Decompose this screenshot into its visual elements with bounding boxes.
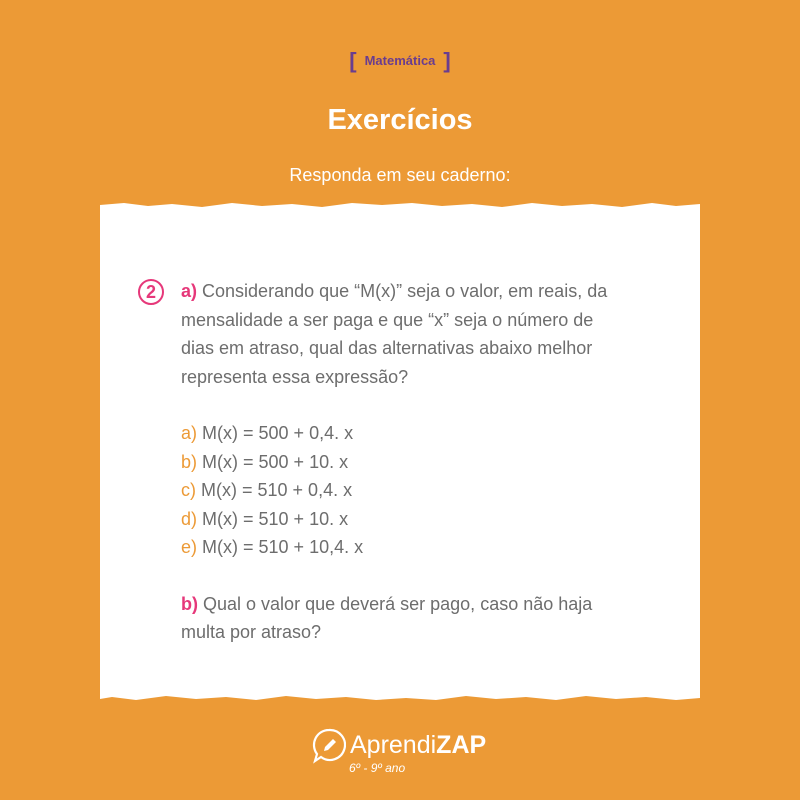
- part-a-line: a) Considerando que “M(x)” seja o valor, em reais, da: [181, 281, 608, 301]
- brand-logo: [312, 728, 502, 778]
- page-title: Exercícios: [327, 104, 473, 136]
- option-label: b): [181, 451, 198, 472]
- part-b-line: b) Qual o valor que deverá ser pago, caso não haja: [181, 593, 593, 614]
- chat-pencil-icon: [312, 728, 346, 764]
- part-a-line: representa essa expressão?: [181, 366, 409, 387]
- option-label: d): [181, 508, 198, 529]
- part-a-line: mensalidade a ser paga e que “x” seja o número de: [181, 309, 594, 330]
- bracket-left: [: [349, 48, 357, 73]
- part-a-label: a): [181, 281, 198, 301]
- grade-label: 6º - 9º ano: [349, 761, 406, 775]
- option-item: [181, 476, 671, 505]
- option-text: M(x) = 500 + 0,4. x: [202, 423, 354, 443]
- part-a-line: dias em atraso, qual das alternativas abaixo melhor: [181, 338, 593, 358]
- option-text: M(x) = 510 + 0,4. x: [201, 480, 353, 500]
- option-label: e): [181, 537, 198, 557]
- question-number-badge: 2: [138, 279, 164, 305]
- part-b-line: multa por atraso?: [181, 622, 322, 642]
- instruction-text: Responda em seu caderno:: [289, 165, 511, 185]
- option-item: [181, 448, 671, 477]
- option-text: M(x) = 500 + 10. x: [202, 451, 349, 472]
- option-label: a): [181, 423, 198, 443]
- bracket-right: ]: [443, 48, 451, 73]
- option-text: M(x) = 510 + 10. x: [202, 508, 349, 529]
- subject-label: Matemática: [364, 53, 436, 68]
- subject-tag: [0, 48, 800, 74]
- option-text: M(x) = 510 + 10,4. x: [202, 537, 364, 557]
- option-item: [181, 419, 671, 448]
- option-item: [181, 505, 671, 534]
- part-b-label: b): [181, 593, 198, 614]
- option-label: c): [181, 480, 196, 500]
- option-item: [181, 533, 671, 562]
- question-content: [181, 277, 671, 647]
- brand-name: AprendiZAP: [350, 731, 487, 759]
